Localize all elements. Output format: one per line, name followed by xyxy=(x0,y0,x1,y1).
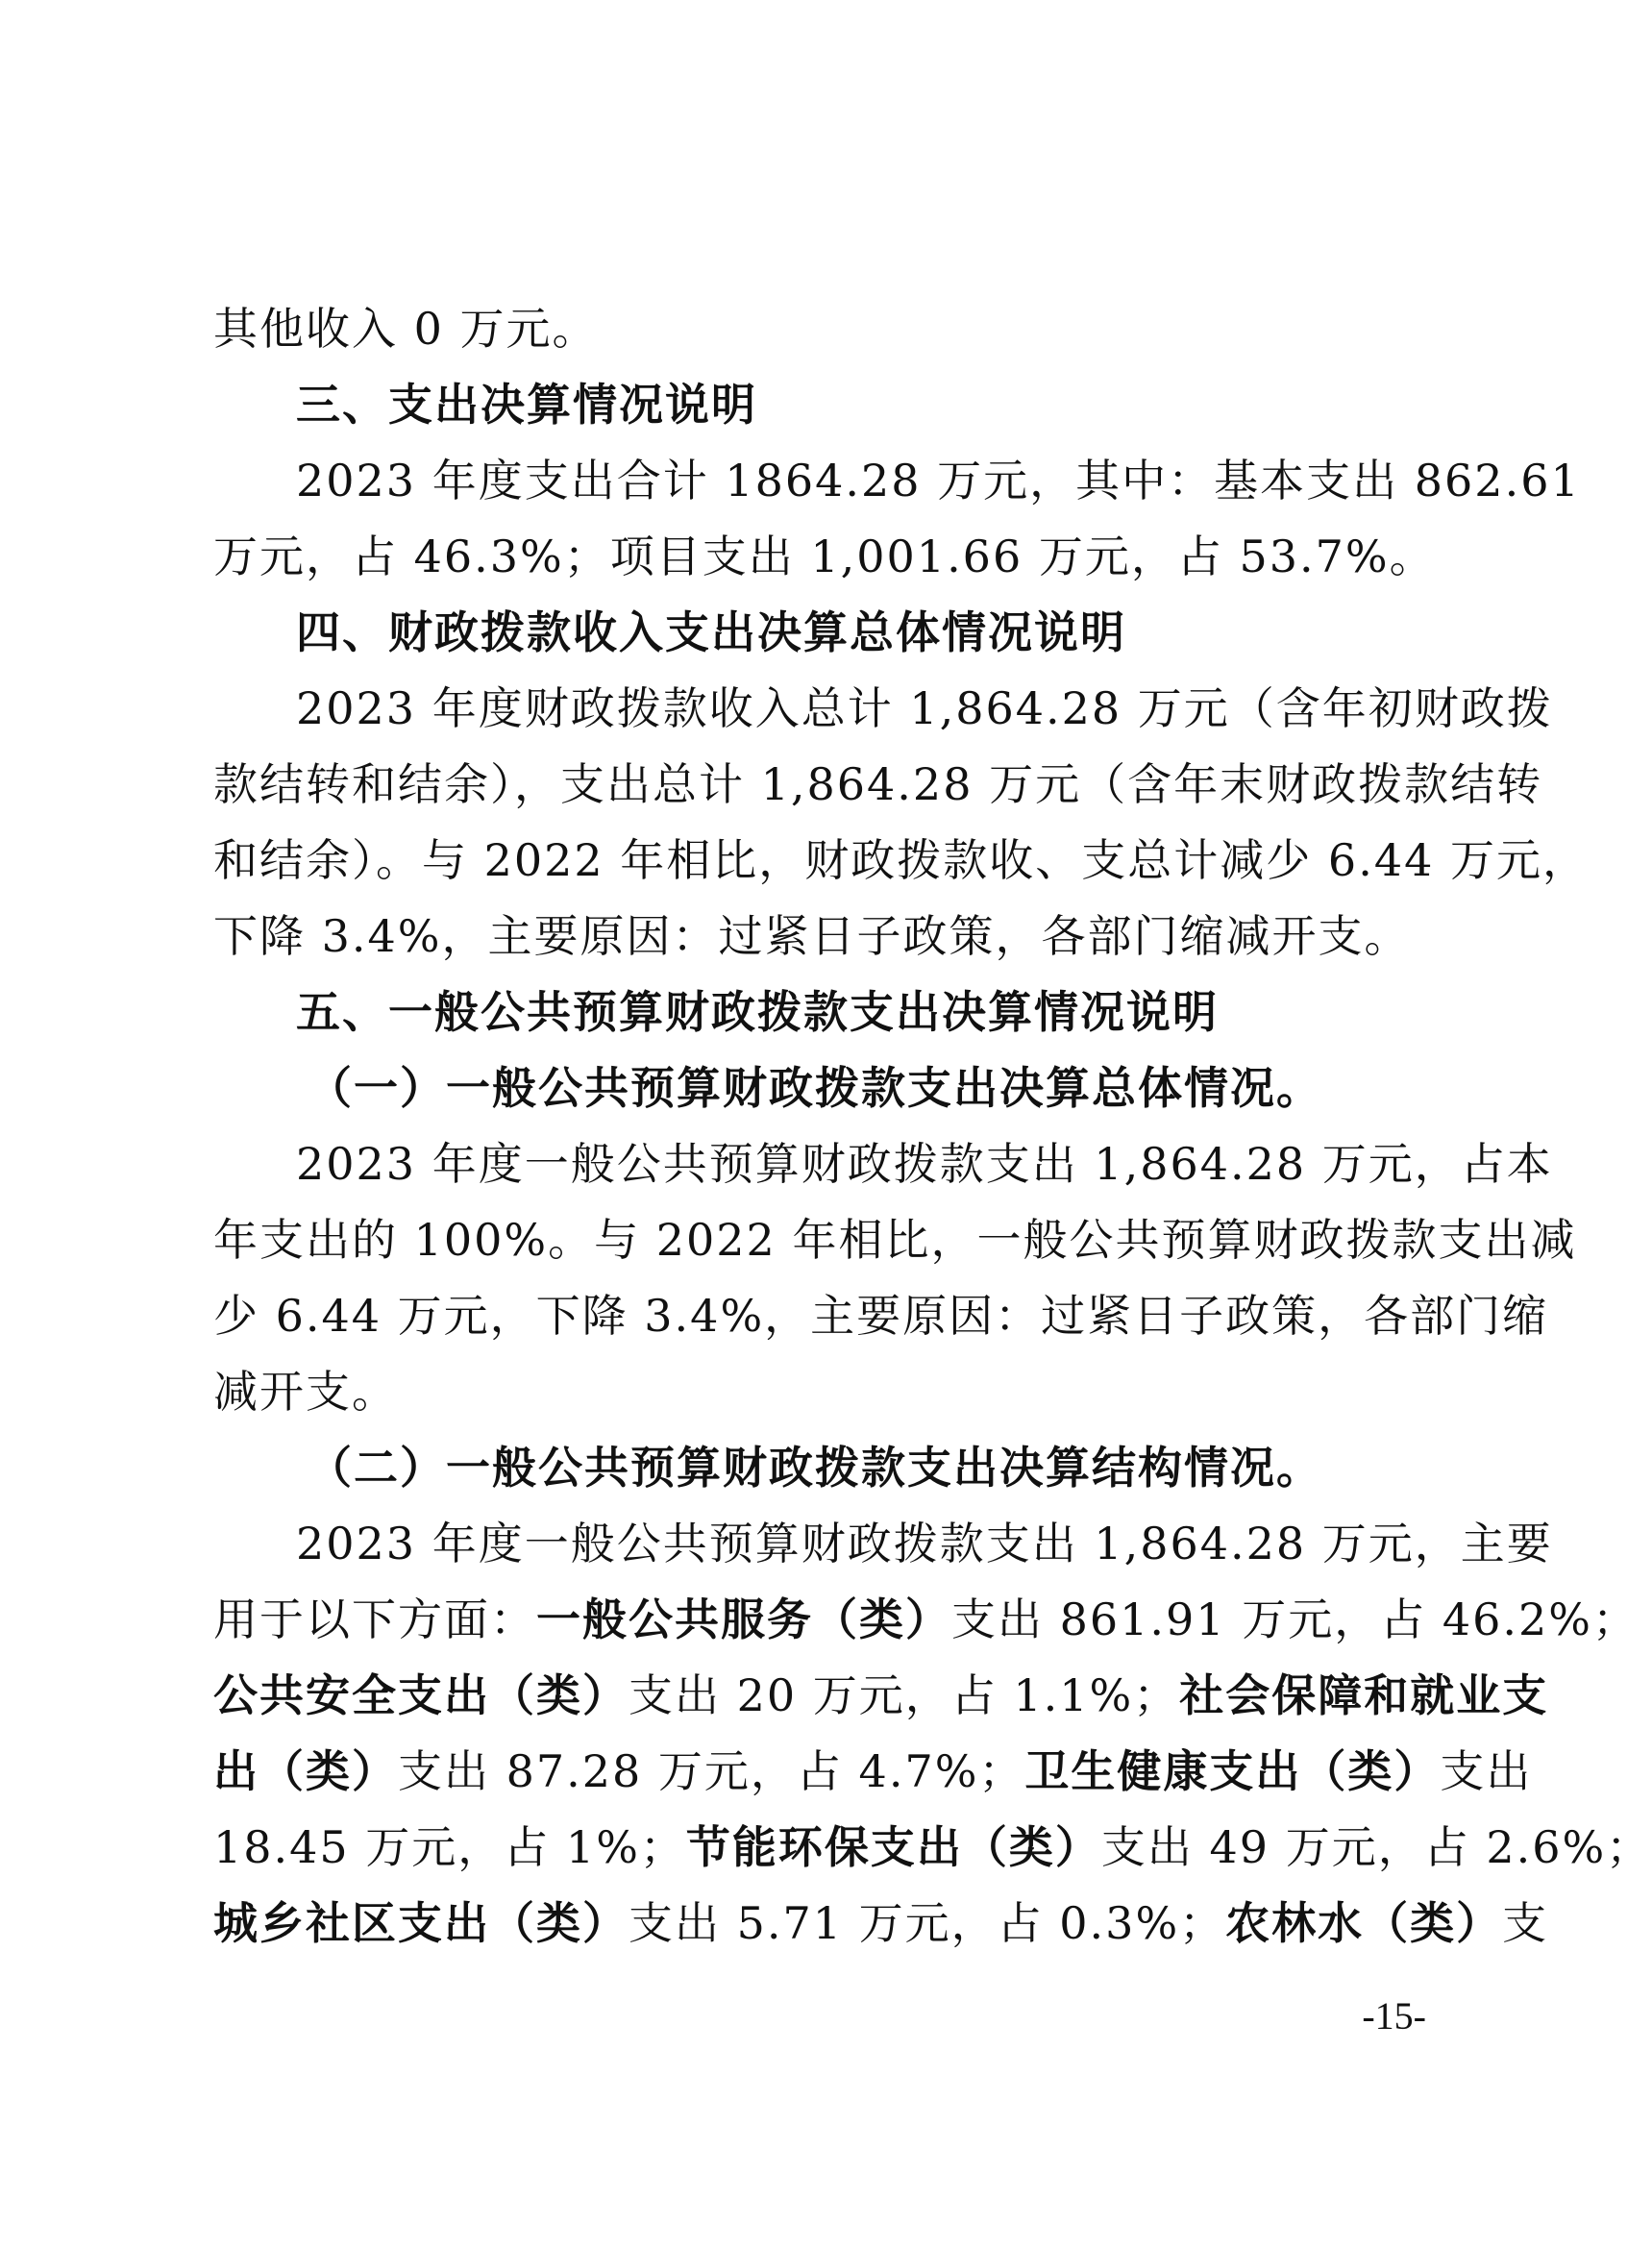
text-segment: 18.45 万元，占 1%； xyxy=(213,1821,686,1873)
category-label: 社会保障和就业支 xyxy=(1179,1669,1549,1721)
subsection-heading-2: （二）一般公共预算财政拨款支出决算结构情况。 xyxy=(308,1442,1322,1494)
text-line xyxy=(213,1809,1652,1886)
category-label: 卫生健康支出（类） xyxy=(1024,1745,1441,1797)
text-line: 2023 年度一般公共预算财政拨款支出 1,864.28 万元，占本 xyxy=(296,1138,1553,1190)
category-label: 一般公共服务（类） xyxy=(536,1593,951,1645)
text-line: 下降 3.4%，主要原因：过紧日子政策，各部门缩减开支。 xyxy=(213,910,1411,962)
category-label: 节能环保支出（类） xyxy=(685,1821,1101,1873)
category-label: 城乡社区支出（类） xyxy=(213,1897,629,1949)
text-segment: 用于以下方面： xyxy=(213,1593,536,1645)
section-heading-3: 三、支出决算情况说明 xyxy=(296,379,757,431)
text-segment: 支出 861.91 万元，占 46.2%； xyxy=(951,1593,1639,1645)
text-line: 2023 年度财政拨款收入总计 1,864.28 万元（含年初财政拨 xyxy=(296,682,1553,734)
page-number: -15- xyxy=(1362,1994,1426,2038)
text-segment: 支出 87.28 万元，占 4.7%； xyxy=(398,1745,1025,1797)
category-label: 公共安全支出（类） xyxy=(213,1669,629,1721)
text-line: 2023 年度支出合计 1864.28 万元，其中：基本支出 862.61 xyxy=(296,455,1581,506)
text-line: 少 6.44 万元，下降 3.4%，主要原因：过紧日子政策，各部门缩 xyxy=(213,1290,1549,1342)
category-label: 农林水（类） xyxy=(1225,1897,1503,1949)
text-line xyxy=(213,1657,1549,1734)
text-line xyxy=(213,1885,1549,1962)
text-line: 万元，占 46.3%；项目支出 1,001.66 万元，占 53.7%。 xyxy=(213,531,1436,582)
section-heading-5: 五、一般公共预算财政拨款支出决算情况说明 xyxy=(296,986,1219,1038)
text-line: 年支出的 100%。与 2022 年相比，一般公共预算财政拨款支出减 xyxy=(213,1214,1577,1266)
text-segment: 支出 20 万元，占 1.1%； xyxy=(629,1669,1180,1721)
text-line: 2023 年度一般公共预算财政拨款支出 1,864.28 万元，主要 xyxy=(296,1518,1553,1569)
section-heading-4: 四、财政拨款收入支出决算总体情况说明 xyxy=(296,606,1126,658)
text-segment: 支出 49 万元，占 2.6%； xyxy=(1100,1821,1652,1873)
subsection-heading-1: （一）一般公共预算财政拨款支出决算总体情况。 xyxy=(308,1062,1322,1114)
text-segment: 支出 xyxy=(1440,1745,1533,1797)
text-line: 款结转和结余），支出总计 1,864.28 万元（含年末财政拨款结转 xyxy=(213,758,1543,810)
text-line xyxy=(213,1581,1639,1658)
text-line xyxy=(213,1733,1533,1810)
text-line: 减开支。 xyxy=(213,1366,398,1418)
category-label: 出（类） xyxy=(213,1745,398,1797)
text-line: 其他收入 0 万元。 xyxy=(213,303,599,355)
text-segment: 支 xyxy=(1502,1897,1549,1949)
text-line: 和结余）。与 2022 年相比，财政拨款收、支总计减少 6.44 万元， xyxy=(213,834,1589,886)
text-segment: 支出 5.71 万元，占 0.3%； xyxy=(629,1897,1226,1949)
